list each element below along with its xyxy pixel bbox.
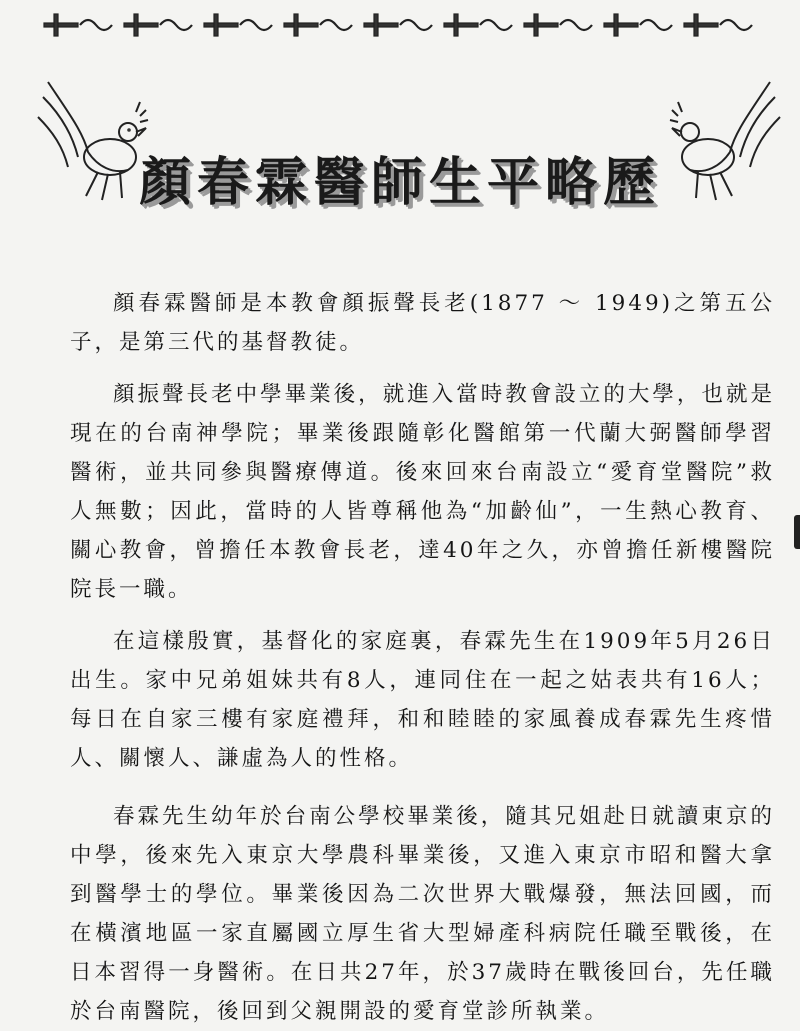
paragraph-education: 春霖先生幼年於台南公學校畢業後，隨其兄姐赴日就讀東京的中學，後來先入東京大學農科畢業後，又進入東京市昭和醫大拿到醫學士的學位。畢業後因為二次世界大戰爆發，無法回國，而在橫濱地區一家直屬國立厚生省大型婦產科病院任職至戰後，在日本習得一身醫術。在日共27年，於37歲時在戰後回台，先任職於台南醫院，後回到父親開設的愛育堂診所執業。 [70, 804, 775, 1024]
decorative-top-border [40, 8, 765, 42]
paragraph-family: 在這樣殷實，基督化的家庭裏，春霖先生在1909年5月26日出生。家中兄弟姐妹共有8人，連同住在一起之姑表共有16人；每日在自家三樓有家庭禮拜，和和睦睦的家風養成春霖先生疼惜人、關懷人、謙虛為人的性格。 [70, 629, 775, 771]
paragraph-father: 顏振聲長老中學畢業後，就進入當時教會設立的大學，也就是現在的台南神學院；畢業後跟隨彰化醫館第一代蘭大弼醫師學習醫術，並共同參與醫療傳道。後來回來台南設立“愛育堂醫院”救人無數；因此，當時的人皆尊稱他為“加齡仙”，一生熱心教育、關心教會，曾擔任本教會長老，達40年之久，亦曾擔任新樓醫院院長一職。 [70, 382, 775, 602]
scan-edge-mark [794, 515, 800, 549]
paragraph-intro: 顏春霖醫師是本教會顏振聲長老(1877 ～ 1949)之第五公子，是第三代的基督教徒。 [70, 291, 775, 355]
page-title: 顏春霖醫師生平略歷 [138, 152, 661, 213]
dove-right-icon [660, 62, 790, 202]
